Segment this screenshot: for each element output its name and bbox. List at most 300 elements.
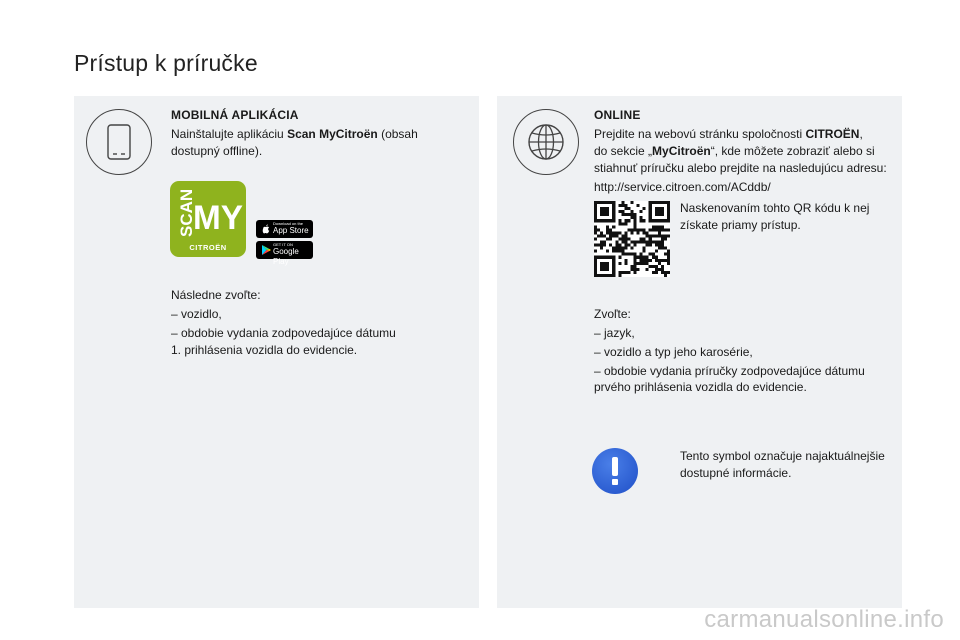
qr-module [655,213,658,216]
qr-caption [680,200,895,234]
qr-module [618,274,621,277]
qr-module [618,219,621,222]
qr-module [634,271,637,274]
qr-module [606,274,609,277]
qr-module [600,213,603,216]
qr-module [661,241,664,244]
qr-module [661,213,664,216]
qr-module [658,228,661,231]
qr-module [612,265,615,268]
qr-module [621,237,624,240]
qr-module [649,253,652,256]
qr-module [661,201,664,204]
online-url[interactable]: http://service.citroen.com/ACddb/ [594,180,771,194]
qr-module [655,234,658,237]
qr-module [655,256,658,259]
qr-module [606,207,609,210]
qr-module [667,271,670,274]
app-store-badge[interactable] [256,220,313,238]
qr-module [624,253,627,256]
qr-module [630,201,633,204]
logo-my-word: MY [193,199,244,237]
qr-module [609,274,612,277]
qr-module [612,204,615,207]
qr-module [594,216,597,219]
qr-module [618,210,621,213]
qr-module [612,250,615,253]
qr-module [661,237,664,240]
qr-module [634,253,637,256]
qr-module [618,204,621,207]
qr-module [643,219,646,222]
qr-module [661,228,664,231]
qr-module [594,250,597,253]
qr-module [612,259,615,262]
qr-module [597,219,600,222]
qr-module [634,265,637,268]
qr-module [606,256,609,259]
qr-module [664,259,667,262]
qr-module [609,231,612,234]
smartphone-icon [86,109,152,175]
qr-module [649,228,652,231]
qr-module [649,244,652,247]
qr-caption-line2: získate priamy prístup. [680,218,801,232]
app-store-big: App Store [273,226,309,235]
qr-module [609,234,612,237]
qr-module [594,237,597,240]
qr-module [634,259,637,262]
qr-module [655,265,658,268]
qr-module [643,231,646,234]
qr-module [612,271,615,274]
qr-module [655,210,658,213]
qr-module [612,268,615,271]
intro-line2: dostupný offline). [171,144,263,158]
qr-module [612,231,615,234]
qr-module [634,228,637,231]
online-line2-suffix: “, kde môžete zobraziť alebo si [710,144,875,158]
qr-module [658,213,661,216]
qr-module [643,259,646,262]
qr-module [594,231,597,234]
qr-module [627,213,630,216]
qr-module [615,244,618,247]
logo-brand: CITROËN [189,243,227,252]
qr-module [658,234,661,237]
qr-module [649,216,652,219]
qr-module [594,256,597,259]
qr-module [655,244,658,247]
qr-module [600,247,603,250]
qr-module [597,274,600,277]
qr-module [606,268,609,271]
online-line1-prefix: Prejdite na webovú stránku spoločnosti [594,127,806,141]
qr-module [627,228,630,231]
qr-module [600,201,603,204]
qr-module [612,256,615,259]
mobile-choice-1: – vozidlo, [171,307,222,321]
qr-module [606,231,609,234]
qr-module [652,271,655,274]
google-play-big: Google Play [273,247,299,266]
qr-module [661,259,664,262]
qr-module [594,271,597,274]
qr-module [634,244,637,247]
qr-module [603,241,606,244]
qr-module [630,213,633,216]
qr-module [603,219,606,222]
qr-module [594,268,597,271]
qr-module [658,262,661,265]
qr-module [652,241,655,244]
qr-module [661,268,664,271]
qr-module [606,228,609,231]
qr-module [634,268,637,271]
qr-module [630,228,633,231]
mobile-app-heading: MOBILNÁ APLIKÁCIA [171,108,299,122]
qr-module [609,201,612,204]
qr-module [630,268,633,271]
qr-module [634,219,637,222]
qr-module [615,231,618,234]
qr-module [664,201,667,204]
logo-scan-word: SCAN [177,188,196,237]
qr-module [664,228,667,231]
qr-module [606,250,609,253]
qr-module [621,241,624,244]
qr-module [667,207,670,210]
qr-module [664,274,667,277]
qr-module [621,247,624,250]
qr-module [634,241,637,244]
qr-module [612,274,615,277]
qr-module [630,216,633,219]
qr-module [643,228,646,231]
qr-module [661,271,664,274]
qr-module [661,247,664,250]
qr-module [630,241,633,244]
qr-module [637,268,640,271]
qr-module [624,262,627,265]
qr-module [630,253,633,256]
intro-prefix: Nainštalujte aplikáciu [171,127,288,141]
qr-module [658,225,661,228]
online-choice-3-continuation: prvého prihlásenia vozidla do evidencie. [594,380,807,394]
qr-module [615,250,618,253]
qr-module [646,234,649,237]
qr-module [594,262,597,265]
qr-module [649,265,652,268]
qr-module [612,234,615,237]
mobile-choice-2: – obdobie vydania zodpovedajúce dátumu [171,326,396,340]
qr-module [661,234,664,237]
qr-module [640,228,643,231]
qr-module [646,231,649,234]
qr-module [661,210,664,213]
qr-module [600,231,603,234]
qr-module [597,234,600,237]
qr-module [649,234,652,237]
qr-module [634,213,637,216]
qr-module [603,256,606,259]
qr-module [646,262,649,265]
qr-module [621,271,624,274]
qr-module [640,216,643,219]
qr-module [661,265,664,268]
qr-module [643,207,646,210]
scan-my-citroen-logo [170,181,246,257]
page-title: Prístup k príručke [74,50,258,76]
qr-module [624,234,627,237]
qr-module [618,256,621,259]
qr-module [594,213,597,216]
mobile-app-intro [171,126,471,160]
qr-module [667,213,670,216]
qr-module [655,241,658,244]
qr-module [606,225,609,228]
qr-module [652,234,655,237]
online-choice-2: – vozidlo a typ jeho karosérie, [594,345,753,359]
qr-module [600,262,603,265]
qr-module [627,237,630,240]
qr-module [667,256,670,259]
qr-module [597,201,600,204]
qr-module [624,222,627,225]
qr-module [664,219,667,222]
online-brand: CITROËN [805,127,860,141]
google-play-badge[interactable] [256,241,313,266]
qr-module [594,219,597,222]
qr-module [624,207,627,210]
qr-module [627,219,630,222]
qr-module [594,274,597,277]
mobile-then-label: Následne zvoľte: [171,288,261,302]
qr-module [640,237,643,240]
qr-module [646,244,649,247]
qr-module [667,216,670,219]
qr-module [652,265,655,268]
qr-module [603,274,606,277]
qr-module [624,247,627,250]
online-line2-prefix: do sekcie „ [594,144,653,158]
qr-module [643,250,646,253]
qr-module [655,268,658,271]
google-play-small: GET IT ON [273,242,293,247]
qr-module [597,256,600,259]
qr-module [609,219,612,222]
qr-module [609,244,612,247]
qr-module [615,247,618,250]
online-choose-label: Zvoľte: [594,307,631,321]
qr-module [646,256,649,259]
qr-module [646,259,649,262]
globe-icon [513,109,579,175]
qr-module [667,259,670,262]
online-line1-suffix: , [859,127,863,141]
qr-module [658,201,661,204]
qr-module [627,244,630,247]
exclamation-icon [592,448,638,494]
qr-module [594,204,597,207]
qr-module [603,268,606,271]
qr-module [621,253,624,256]
qr-module [624,231,627,234]
play-icon [260,244,272,256]
qr-module [603,262,606,265]
qr-module [649,204,652,207]
qr-module [664,234,667,237]
qr-module [615,241,618,244]
qr-module [658,259,661,262]
qr-module [649,259,652,262]
qr-module [621,222,624,225]
qr-module [615,234,618,237]
qr-module [667,219,670,222]
qr-module [621,204,624,207]
qr-module [624,271,627,274]
app-name: Scan MyCitroën [287,127,378,141]
qr-module [594,259,597,262]
symbol-text-line1: Tento symbol označuje najaktuálnejšie [680,449,885,463]
qr-module [612,213,615,216]
qr-module [612,216,615,219]
qr-module [606,210,609,213]
qr-module [664,253,667,256]
qr-module [630,265,633,268]
qr-module [634,222,637,225]
qr-module [621,201,624,204]
qr-module [637,262,640,265]
qr-module [655,207,658,210]
watermark: carmanualsonline.info [704,606,944,633]
qr-module [600,274,603,277]
qr-module [612,201,615,204]
qr-module [600,234,603,237]
qr-module [612,247,615,250]
qr-module [655,271,658,274]
qr-module [603,213,606,216]
qr-module [667,228,670,231]
qr-module [621,210,624,213]
qr-code [594,201,670,277]
qr-module [618,237,621,240]
online-heading: ONLINE [594,108,641,122]
qr-module [612,219,615,222]
qr-module [637,256,640,259]
qr-module [658,241,661,244]
qr-module [649,201,652,204]
qr-module [658,244,661,247]
qr-module [637,228,640,231]
qr-module [652,256,655,259]
qr-module [655,259,658,262]
qr-module [652,201,655,204]
qr-module [667,262,670,265]
symbol-description [680,448,895,482]
qr-module [658,231,661,234]
qr-module [658,219,661,222]
qr-module [600,265,603,268]
qr-module [606,213,609,216]
qr-module [618,247,621,250]
qr-module [594,225,597,228]
qr-module [606,219,609,222]
qr-module [658,247,661,250]
qr-module [652,225,655,228]
qr-module [655,225,658,228]
qr-module [667,250,670,253]
qr-module [667,204,670,207]
qr-module [634,225,637,228]
qr-module [649,210,652,213]
qr-module [630,210,633,213]
qr-module [609,237,612,240]
qr-module [667,253,670,256]
qr-module [652,219,655,222]
mobile-choice-2-continuation: 1. prihlásenia vozidla do evidencie. [171,343,358,357]
qr-module [618,271,621,274]
qr-module [621,234,624,237]
qr-module [624,259,627,262]
qr-module [634,216,637,219]
qr-module [594,210,597,213]
qr-module [606,262,609,265]
qr-module [603,265,606,268]
qr-module [618,231,621,234]
qr-module [643,247,646,250]
qr-module [600,244,603,247]
online-section-name: MyCitroën [652,144,711,158]
qr-module [603,201,606,204]
qr-module [655,228,658,231]
qr-module [606,237,609,240]
qr-module [618,262,621,265]
qr-module [600,241,603,244]
qr-module [646,268,649,271]
qr-module [612,262,615,265]
qr-module [624,241,627,244]
qr-module [637,231,640,234]
qr-module [643,262,646,265]
qr-module [652,253,655,256]
qr-module [618,222,621,225]
qr-module [661,207,664,210]
qr-module [606,265,609,268]
qr-module [667,201,670,204]
qr-module [600,219,603,222]
app-store-small: Download on the [273,221,304,226]
qr-module [649,219,652,222]
online-choice-1: – jazyk, [594,326,635,340]
qr-module [594,207,597,210]
qr-module [621,250,624,253]
qr-module [618,244,621,247]
qr-module [603,234,606,237]
qr-module [655,201,658,204]
qr-module [627,271,630,274]
qr-module [649,207,652,210]
qr-module [609,256,612,259]
qr-module [594,265,597,268]
qr-module [652,228,655,231]
qr-module [655,250,658,253]
qr-module [667,234,670,237]
qr-module [612,210,615,213]
qr-module [634,256,637,259]
qr-module [597,244,600,247]
qr-module [643,237,646,240]
